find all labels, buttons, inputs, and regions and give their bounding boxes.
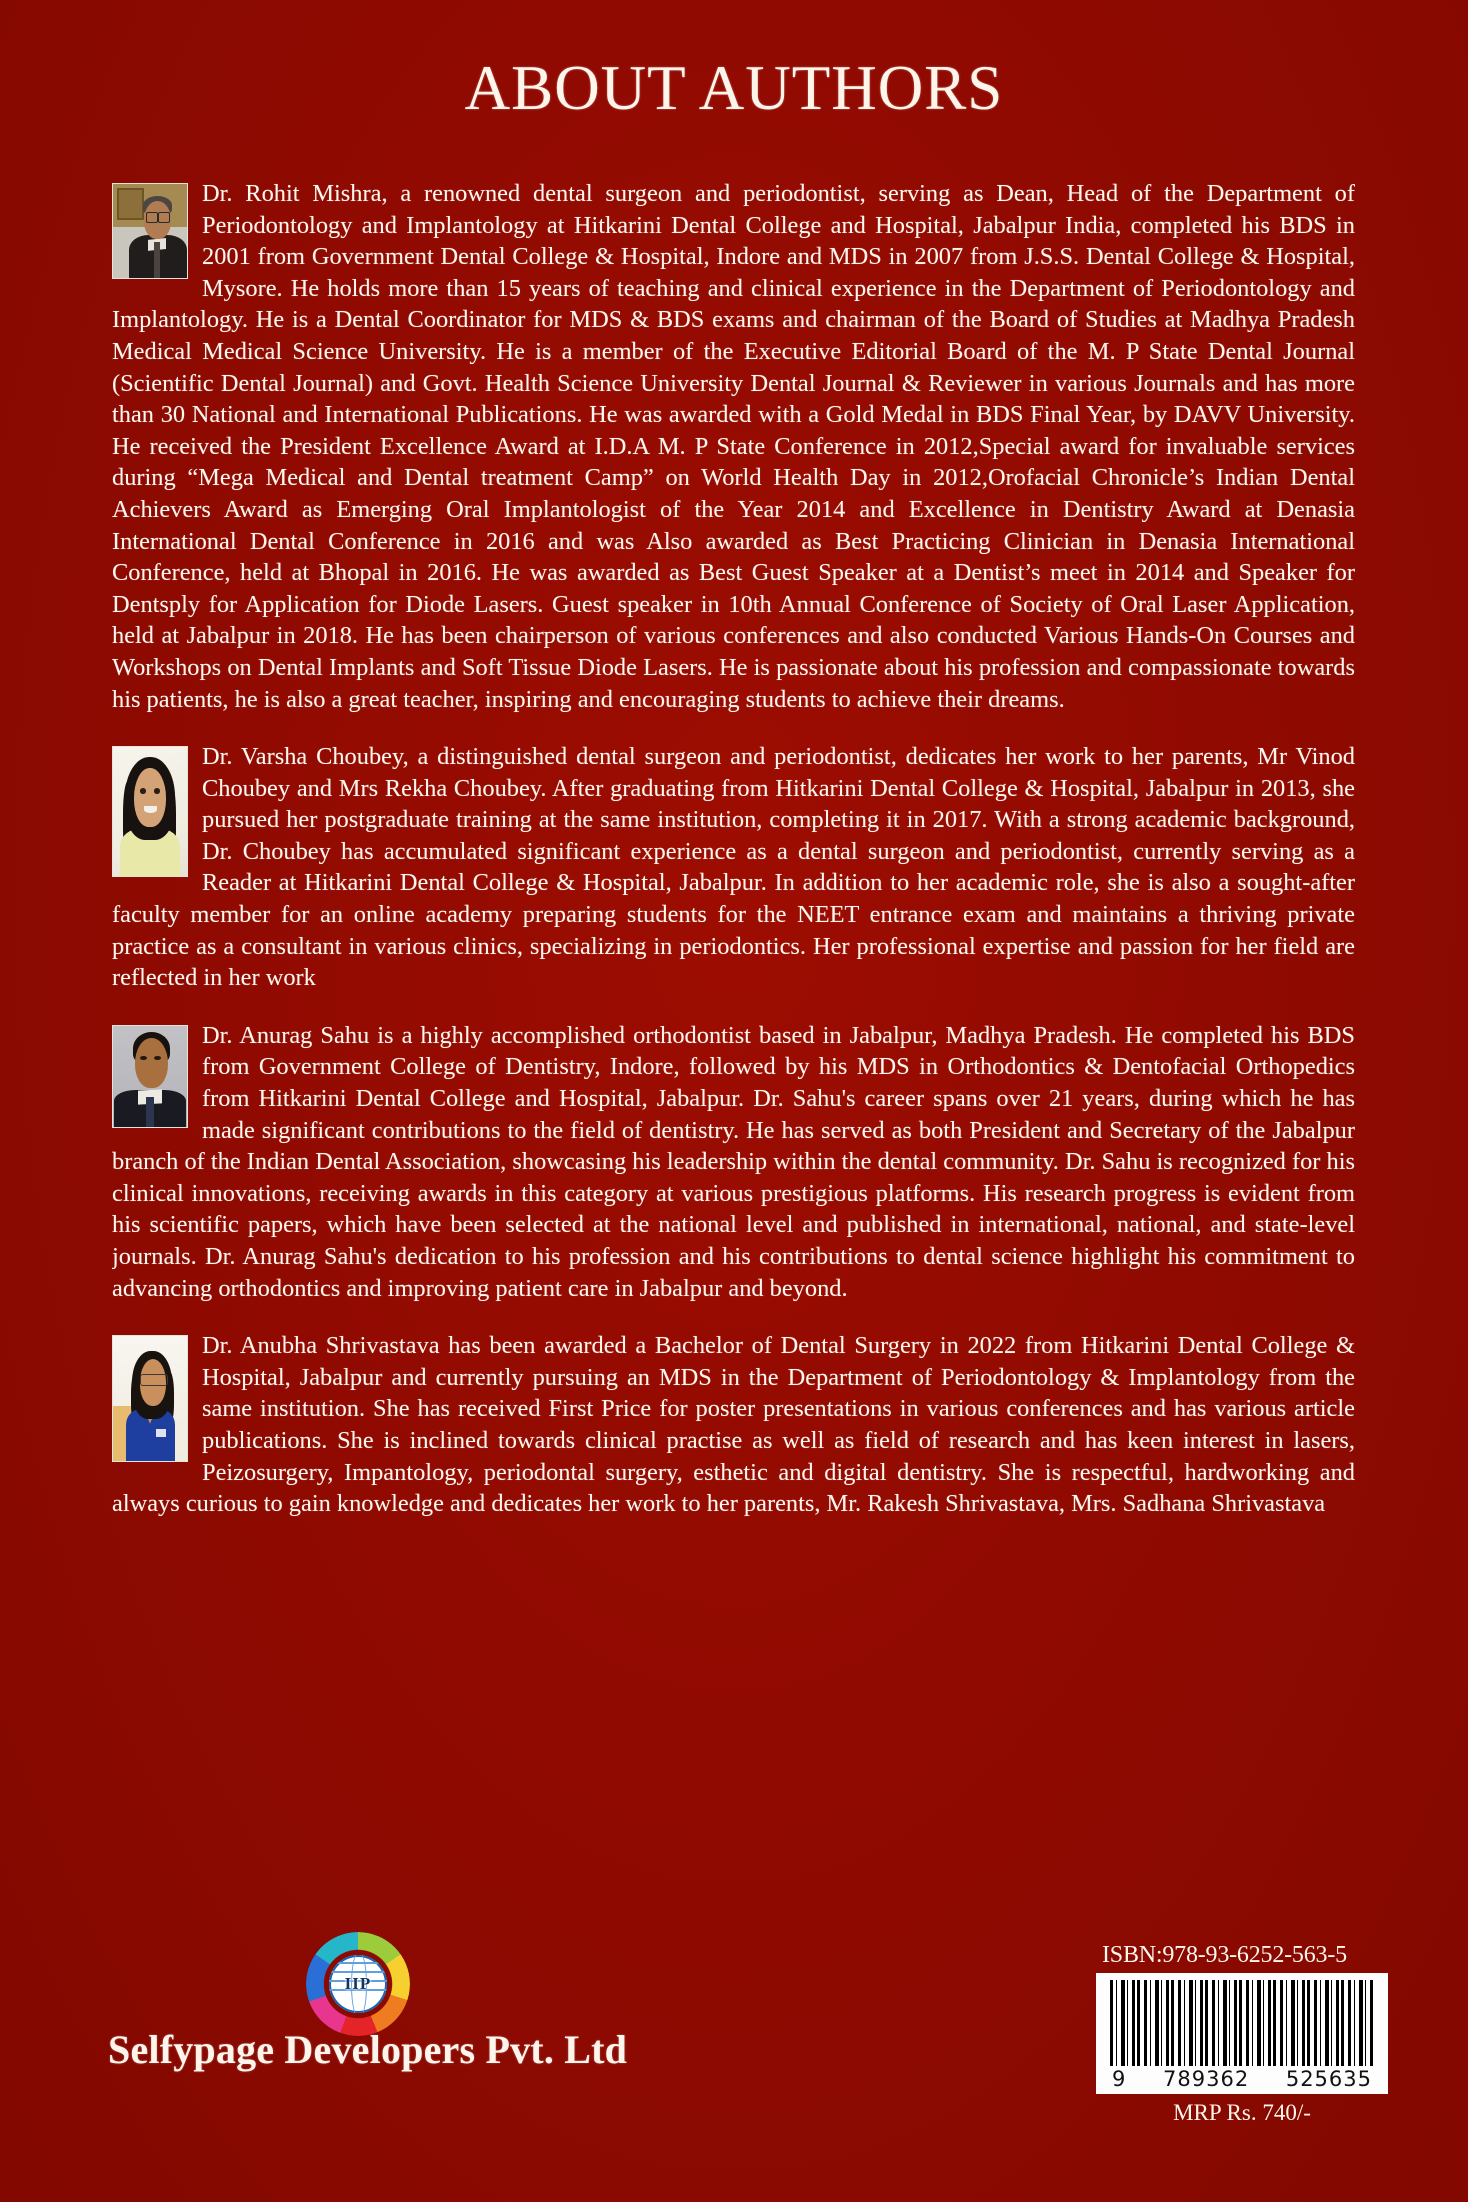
authors-section [112, 178, 1355, 1546]
barcode [1096, 1973, 1388, 2094]
barcode-digit-middle: 789362 [1163, 2067, 1250, 2091]
portrait-varsha-choubey [112, 746, 188, 877]
author-bio-text: Dr. Anubha Shrivastava has been awarded a Bachelor of Dental Surgery in 2022 from Hitkarini Dental College & Hospital, Jabalpur and currently pursuing an MDS in the Department of Periodontology & Implantology from the same institution. She has received First Price for poster presentations in various conferences and has various article publications. She is inclined towards clinical practise as well as field of research and has keen interest in lasers, Peizosurgery, Impantology, periodontal surgery, esthetic and digital dentistry. She is respectful, hardworking and always curious to gain knowledge and dedicates her work to her parents, Mr. Rakesh Shrivastava, Mrs. Sadhana Shrivastava [112, 1332, 1355, 1518]
author-bio-block [112, 741, 1355, 994]
barcode-digit-left: 9 [1112, 2067, 1127, 2091]
globe-icon [329, 1955, 387, 2013]
author-bio-text: Dr. Rohit Mishra, a renowned dental surgeon and periodontist, serving as Dean, Head of the Department of Periodontology and Implantology at Hitkarini Dental College and Hospital, Jabalpur India, completed his BDS in 2001 from Government Dental College & Hospital, Indore and MDS in 2007 from J.S.S. Dental College & Hospital, Mysore. He holds more than 15 years of teaching and clinical experience in the Department of Periodontology and Implantology. He is a Dental Coordinator for MDS & BDS exams and chairman of the Board of Studies at Madhya Pradesh Medical Medical Science University. He is a member of the Executive Editorial Board of the M. P State Dental Journal (Scientific Dental Journal) and Govt. Health Science University Dental Journal & Reviewer in various Journals and has more than 30 National and International Publications. He was awarded with a Gold Medal in BDS Final Year, by DAVV University. He received the President Excellence Award at I.D.A M. P State Conference in 2012,Special award for invaluable services during “Mega Medical and Dental treatment Camp” on World Health Day in 2012,Orofacial Chronicle’s Indian Dental Achievers Award as Emerging Oral Implantologist of the Year 2014 and Excellence in Dentistry Award at Denasia International Dental Conference in 2016 and was Also awarded as Best Practicing Clinician in Denasia International Conference, held at Bhopal in 2016. He was awarded as Best Guest Speaker at a Dentist’s meet in 2014 and Speaker for Dentsply for Application for Diode Lasers. Guest speaker in 10th Annual Conference of Society of Oral Laser Application, held at Jabalpur in 2018. He has been chairperson of various conferences and also conducted Various Hands-On Courses and Workshops on Dental Implants and Soft Tissue Diode Lasers. He is passionate about his profession and compassionate towards his patients, he is also a great teacher, inspiring and encouraging students to achieve their dreams. [112, 180, 1355, 713]
page-title: ABOUT AUTHORS [464, 53, 1004, 123]
author-bio-block [112, 178, 1355, 715]
portrait-rohit-mishra [112, 183, 188, 279]
iip-publisher-logo-icon [306, 1932, 410, 2036]
barcode-bars [1110, 1980, 1374, 2066]
publisher-name: Selfypage Developers Pvt. Ltd [108, 2027, 628, 2072]
author-bio-block [112, 1330, 1355, 1520]
author-bio-text: Dr. Varsha Choubey, a distinguished dental surgeon and periodontist, dedicates her work to her parents, Mr Vinod Choubey and Mrs Rekha Choubey. After graduating from Hitkarini Dental College & Hospital, Jabalpur in 2013, she pursued her postgraduate training at the same institution, completing it in 2017. With a strong academic background, Dr. Choubey has accumulated significant experience as a dental surgeon and periodontist, currently serving as a Reader at Hitkarini Dental College & Hospital, Jabalpur. In addition to her academic role, she is also a sought-after faculty member for an online academy preparing students for the NEET entrance exam and maintains a thriving private practice as a consultant in various clinics, specializing in periodontics. Her professional expertise and passion for her field are reflected in her work [112, 743, 1355, 992]
author-bio-text: Dr. Anurag Sahu is a highly accomplished orthodontist based in Jabalpur, Madhya Pradesh. He completed his BDS from Government College of Dentistry, Indore, followed by his MDS in Orthodontics & Dentofacial Orthopedics from Hitkarini Dental College and Hospital, Jabalpur. Dr. Sahu's career spans over 21 years, during which he has made significant contributions to the field of dentistry. He has served as both President and Secretary of the Jabalpur branch of the Indian Dental Association, showcasing his leadership within the dental community. Dr. Sahu is recognized for his clinical innovations, receiving awards in this category at various prestigious platforms. His research progress is evident from his scientific papers, which have been selected at the national level and published in international, national, and state-level journals. Dr. Anurag Sahu's dedication to his profession and his contributions to dental science highlight his commitment to advancing orthodontics and improving patient care in Jabalpur and beyond. [112, 1021, 1355, 1302]
isbn-text: ISBN:978-93-6252-563-5 [1102, 1942, 1347, 1968]
portrait-anubha-shrivastava [112, 1335, 188, 1462]
isbn-barcode-block [1096, 1942, 1388, 2126]
barcode-digit-right: 525635 [1285, 2067, 1372, 2091]
mrp-price: MRP Rs. 740/- [1173, 2100, 1311, 2125]
author-bio-block [112, 1020, 1355, 1304]
logo-acronym: IIP [344, 1973, 372, 1993]
barcode-digits [1110, 2066, 1374, 2091]
portrait-anurag-sahu [112, 1025, 188, 1128]
